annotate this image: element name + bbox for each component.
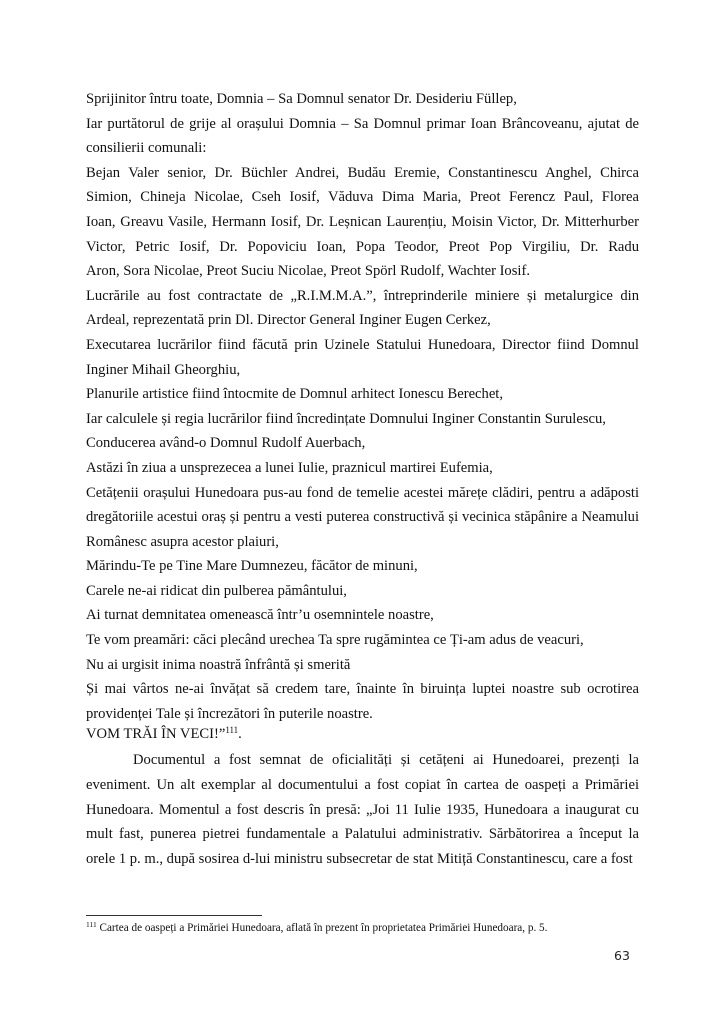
footnote — [86, 921, 547, 935]
text-line: Ioan, Greavu Vasile, Hermann Iosif, Dr. Leșnican Laurențiu, Moisin Victor, Dr. Mitterhurber — [86, 213, 639, 230]
text-line: Conducerea având-o Domnul Rudolf Auerbach, — [86, 435, 366, 452]
footnote-text: Cartea de oaspeți a Primăriei Hunedoara, aflată în prezent în proprietatea Primăriei Hunedoara, p. 5. — [96, 922, 548, 934]
text-line: Iar purtătorul de grije al orașului Domnia – Sa Domnul primar Ioan Brâncoveanu, ajutat de — [86, 115, 639, 132]
text-line: Sprijinitor întru toate, Domnia – Sa Domnul senator Dr. Desideriu Füllep, — [86, 91, 517, 107]
text-line: Simion, Chineja Nicolae, Cseh Iosif, Văduva Dima Maria, Preot Ferencz Paul, Florea — [86, 189, 639, 206]
text-line: consilierii comunali: — [86, 140, 207, 157]
text-line: Astăzi în ziua a unsprezecea a lunei Iulie, praznicul martirei Eufemia, — [86, 459, 493, 476]
footnote-number: 111 — [86, 920, 97, 929]
text-line: Aron, Sora Nicolae, Preot Suciu Nicolae, Preot Spörl Rudolf, Wachter Iosif. — [86, 263, 530, 280]
text-line: Românesc asupra acestor plaiuri, — [86, 533, 279, 550]
text-line: Ai turnat demnitatea omenească într’u osemnintele noastre, — [86, 607, 434, 624]
text-line: Inginer Mihail Gheorghiu, — [86, 361, 241, 378]
text-line: Victor, Petric Iosif, Dr. Popoviciu Ioan, Popa Teodor, Preot Pop Virgiliu, Dr. Radu — [86, 238, 639, 255]
text-line: Cetățenii orașului Hunedoara pus-au fond de temelie acestei mărețe clădiri, pentru a adăposti — [86, 484, 639, 501]
text-line: dregătoriile acestui oraș și pentru a vesti puterea constructivă și vecinica stăpânire a Neamului — [86, 509, 639, 526]
closing-line-punctuation: . — [238, 726, 242, 743]
text-line: providenței Tale și încrezători în puterile noastre. — [86, 705, 373, 722]
text-line: Lucrările au fost contractate de „R.I.M.M.A.”, întreprinderile miniere și metalurgice din — [86, 287, 639, 304]
text-line: Ardeal, reprezentată prin Dl. Director General Inginer Eugen Cerkez, — [86, 312, 491, 329]
text-line: Mărindu-Te pe Tine Mare Dumnezeu, făcător de minuni, — [86, 558, 418, 575]
text-line: Carele ne-ai ridicat din pulberea pământului, — [86, 582, 347, 599]
body-paragraph: Documentul a fost semnat de oficialități și cetățeni ai Hunedoarei, prezenți la eveniment. Un alt exemplar al documentului a fost copiat în cartea de oaspeți a Primăriei Hunedoara. Momentul a fost descris în presă: „Joi 11 Iulie 1935, Hunedoara a inaugurat cu mult fast, punerea pietrei fundamentale a Palatului administrativ. Sărbătorirea a început la orele 1 p. m., după sosirea d-lui ministru subsecretar de stat Mitiță Constantinescu, care a fost — [86, 752, 639, 867]
text-line: Bejan Valer senior, Dr. Büchler Andrei, Budău Eremie, Constantinescu Anghel, Chirca — [86, 164, 639, 181]
text-line: Nu ai urgisit inima noastră înfrântă și smerită — [86, 656, 351, 673]
footnote-separator — [86, 915, 262, 916]
closing-line-text: VOM TRĂI ÎN VECI!” — [86, 726, 226, 743]
closing-line — [86, 724, 639, 744]
text-line: Iar calculele și regia lucrărilor fiind încredințate Domnului Inginer Constantin Surulescu, — [86, 410, 606, 427]
page-number: 63 — [614, 948, 630, 963]
text-line: Te vom preamări: căci plecând urechea Ta spre rugămintea ce Ți-am adus de veacuri, — [86, 632, 584, 649]
body-text — [86, 87, 639, 871]
footnote-reference[interactable]: 111 — [225, 725, 239, 736]
text-line: Planurile artistice fiind întocmite de Domnul arhitect Ionescu Berechet, — [86, 386, 503, 403]
text-line: Executarea lucrărilor fiind făcută prin Uzinele Statului Hunedoara, Director fiind Domnul — [86, 336, 639, 353]
text-line: Și mai vârtos ne-ai învățat să credem tare, înainte în biruința luptei noastre sub ocrotirea — [86, 681, 639, 698]
inscription-lines — [86, 87, 639, 726]
